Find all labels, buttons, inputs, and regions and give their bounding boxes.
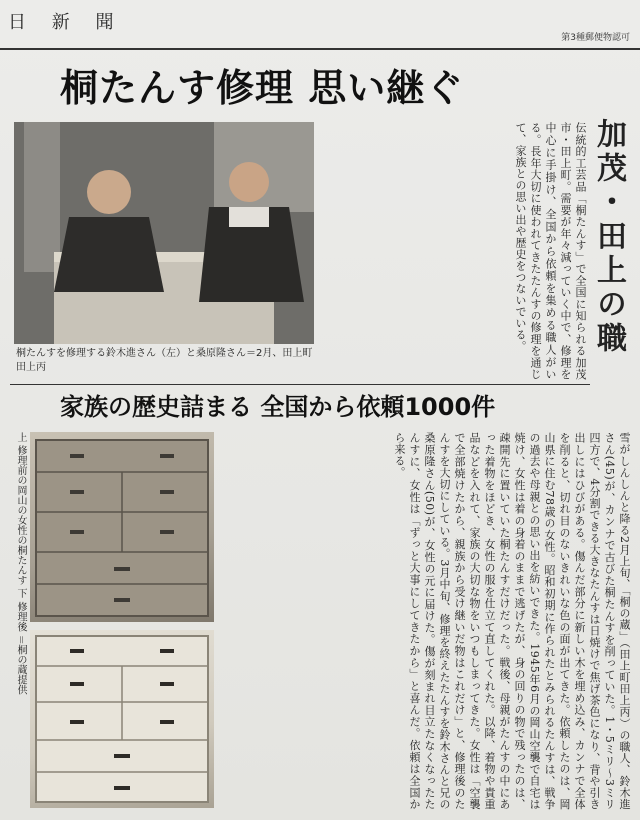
- photo-illustration: [14, 122, 314, 344]
- photo-bottom-caption: 上 修理前の岡山の女性の桐たんす 下 修理後 ＝桐の蔵提供: [15, 432, 26, 695]
- photo-chest-before: [30, 432, 214, 622]
- photo-top-caption: 桐たんすを修理する鈴木進さん（左）と桑原隆さん＝2月、田上町田上丙: [16, 348, 313, 373]
- masthead: [0, 0, 640, 50]
- sub-headline: 家族の歴史詰まる 全国から依頼1000件: [60, 393, 496, 421]
- photo-craftsmen-repairing: [14, 122, 314, 344]
- main-headline: 桐たんす修理 思い継ぐ: [60, 66, 465, 110]
- chest-after-illustration: [30, 630, 214, 808]
- newspaper-name: 日 新 聞: [8, 12, 124, 33]
- article-body: 雪がしんしんと降る2月上旬、「桐の蔵」（田上町田上丙）の職人、鈴木進さん(45)が、カンナで古びた桐たんすを削っていた。1・5ミリ～3ミリ四方で、4分割できる大きなたんすは日焼けで焦げ茶色になり、背や引き出しにはひびがある。傷んだ部分に新しい木を埋め込み、カンナで全体を削ると、切れ目のないきれいな色の面が出てきた。依頼したのは、岡山県に住む78歳の女性。昭和初期に作られたとみられるたんすは、戦争の過去や母親との思い出を紡いできた。1945年6月の岡山空襲で自宅は焼け、女性は着の身着のままで逃げたが、身の回りの物で残ったのは、疎開先に置いていた桐たんすだけだった。戦後、母親がたんすの中にあった着物をほどき、女性の服を仕立て直してくれた。以降、着物や貴重品などを入れて、家族の大切な物をいつもしまってきた。女性は「空襲で全部焼けたから、親族から受け継いだ物はこれだけ」と、修理後のたんすを大切にしている。3月中旬、修理を終えたたんすを鈴木さんと兄の桑原隆さん(50)が、女性の元に届けた。傷が刻まれ目立たなくなったたんすに、女性は「ずっと大事にしてきたから」と喜んだ。依頼は全国から来る。: [393, 432, 631, 810]
- chest-before-illustration: [30, 432, 214, 622]
- side-headline: 加茂・田上の職: [591, 118, 626, 356]
- postal-notice: 第3種郵便物認可: [561, 33, 630, 43]
- section-divider: [10, 384, 590, 385]
- photo-chest-after: [30, 630, 214, 808]
- article-lead: 伝統的工芸品「桐たんす」で全国に知られる加茂市・田上町。需要が年々減っていく中で、修理を中心に手掛け、全国から依頼を集める職人がいる。長年大切に使われてきたたんすの修理を通じて、家族との思い出や歴史をつないでいる。: [514, 122, 587, 380]
